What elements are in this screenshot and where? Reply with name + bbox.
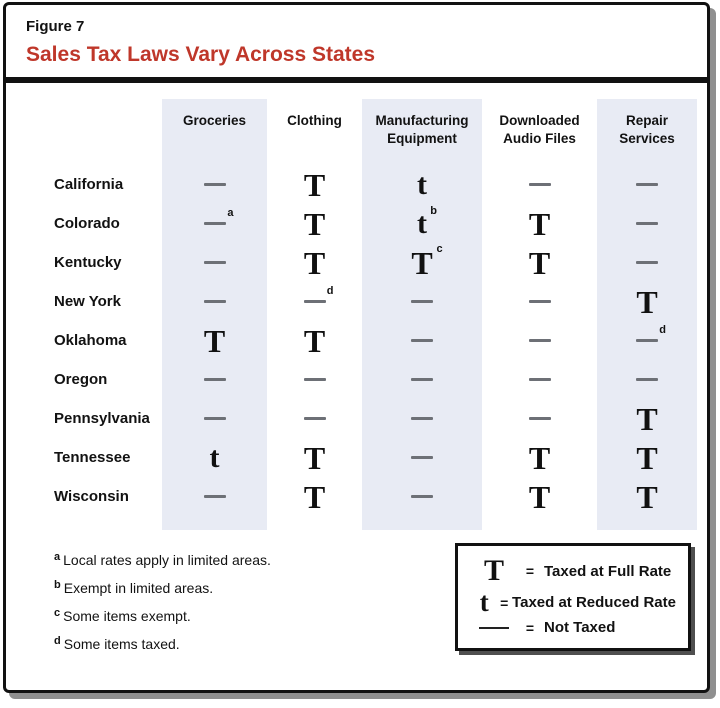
- not-taxed-dash: [636, 261, 658, 264]
- tax-cell: [362, 204, 482, 243]
- not-taxed-dash: [304, 417, 326, 420]
- tax-cell: [362, 360, 482, 399]
- tax-cell: [362, 477, 482, 516]
- taxed-full-rate-symbol: T: [203, 322, 226, 359]
- state-label-oregon: Oregon: [54, 371, 108, 388]
- tax-status-symbol: [304, 417, 326, 420]
- tax-cell: [162, 282, 267, 321]
- footnote-text: Local rates apply in limited areas.: [63, 552, 271, 568]
- figure-body: [6, 83, 707, 684]
- tax-status-symbol: [528, 244, 551, 281]
- tax-status-symbol: [204, 261, 226, 264]
- tax-status-symbol: [209, 440, 220, 474]
- tax-cell: [362, 165, 482, 204]
- tax-status-symbol: [417, 167, 427, 201]
- tax-cell: [482, 282, 597, 321]
- tax-table: [12, 99, 697, 530]
- legend-symbol: [472, 589, 496, 616]
- state-label-california: California: [54, 176, 124, 193]
- footnote-marker-b: b: [430, 204, 437, 217]
- tax-cell: [267, 204, 362, 243]
- tax-cell: [597, 321, 697, 360]
- equals-sign: =: [525, 563, 535, 579]
- footnote-marker-a: a: [227, 207, 234, 219]
- figure-number-label: Figure 7: [26, 18, 85, 35]
- column-header-repair-services: Repair Services: [619, 113, 675, 146]
- tax-status-symbol: [204, 495, 226, 498]
- footnote-text: Some items taxed.: [63, 636, 180, 652]
- taxed-full-rate-symbol: T: [528, 439, 551, 476]
- not-taxed-dash: [529, 300, 551, 303]
- tax-cell: [267, 477, 362, 516]
- tax-cell: [482, 204, 597, 243]
- tax-cell: [162, 204, 267, 243]
- tax-cell: [362, 399, 482, 438]
- not-taxed-dash: [204, 261, 226, 264]
- tax-cell: [267, 360, 362, 399]
- not-taxed-dash: [411, 339, 433, 342]
- legend-box: [455, 543, 691, 651]
- tax-grid: [12, 99, 697, 530]
- not-taxed-dash: [529, 378, 551, 381]
- tax-cell: [482, 438, 597, 477]
- tax-status-symbol: [411, 378, 433, 381]
- footnote-text: Some items exempt.: [63, 608, 191, 624]
- taxed-full-rate-symbol: T: [636, 283, 658, 320]
- tax-cell: [267, 438, 362, 477]
- tax-status-symbol: [529, 378, 551, 381]
- not-taxed-dash: [636, 183, 658, 186]
- equals-sign: =: [525, 619, 535, 636]
- tax-status-symbol: [529, 339, 551, 342]
- table-corner-spacer: [12, 99, 162, 165]
- tax-cell: [482, 243, 597, 282]
- tax-status-symbol: [303, 322, 326, 359]
- not-taxed-dash: [204, 222, 226, 225]
- not-taxed-dash: [529, 339, 551, 342]
- not-taxed-dash: [411, 495, 433, 498]
- not-taxed-dash: [204, 378, 226, 381]
- tax-cell: [482, 165, 597, 204]
- taxed-full-rate-symbol: T: [303, 244, 326, 281]
- taxed-full-rate-symbol: T: [528, 244, 551, 281]
- state-label-kentucky: Kentucky: [54, 254, 122, 271]
- tax-status-symbol: [411, 417, 433, 420]
- tax-cell: [482, 399, 597, 438]
- tax-status-symbol: [636, 378, 658, 381]
- state-label-oklahoma: Oklahoma: [54, 332, 127, 349]
- figure-title: Sales Tax Laws Vary Across States: [26, 43, 376, 66]
- tax-cell: [597, 477, 697, 516]
- not-taxed-dash: [636, 339, 658, 342]
- tax-status-symbol: [411, 495, 433, 498]
- tax-cell: [162, 321, 267, 360]
- footnote-mark-a: a: [54, 551, 61, 563]
- tax-cell: [162, 165, 267, 204]
- not-taxed-dash: [411, 378, 433, 381]
- tax-status-symbol: [529, 183, 551, 186]
- tax-status-symbol: [303, 478, 326, 515]
- tax-cell: [162, 399, 267, 438]
- column-header-downloaded-audio-files: Downloaded Audio Files: [499, 113, 580, 146]
- tax-status-symbol: [636, 283, 658, 320]
- tax-cell: [362, 321, 482, 360]
- tax-status-symbol: [204, 378, 226, 381]
- legend-symbol: [472, 627, 516, 629]
- tax-cell: [482, 321, 597, 360]
- tax-cell: [267, 165, 362, 204]
- tax-cell: [597, 204, 697, 243]
- taxed-reduced-rate-symbol: t: [209, 440, 220, 474]
- taxed-full-rate-symbol: T: [303, 478, 326, 515]
- taxed-reduced-rate-symbol: t: [417, 167, 427, 201]
- footnote-mark-b: b: [54, 579, 61, 591]
- not-taxed-dash: [204, 300, 226, 303]
- tax-cell: [597, 399, 697, 438]
- tax-cell: [267, 321, 362, 360]
- tax-cell: [267, 399, 362, 438]
- tax-status-symbol: [303, 205, 326, 242]
- taxed-full-rate-symbol: T: [528, 478, 551, 515]
- legend-row-t: [472, 589, 676, 616]
- not-taxed-dash: [411, 417, 433, 420]
- taxed-full-rate-symbol: T: [303, 439, 326, 476]
- legend-row-not-taxed: [472, 619, 676, 636]
- tax-cell: [597, 438, 697, 477]
- tax-status-symbol: [528, 478, 551, 515]
- tax-status-symbol: [636, 183, 658, 186]
- tax-status-symbol: [304, 285, 334, 303]
- tax-status-symbol: [411, 300, 433, 303]
- tax-status-symbol: [411, 456, 433, 459]
- tax-status-symbol: [529, 417, 551, 420]
- tax-cell: [162, 360, 267, 399]
- tax-cell: [597, 282, 697, 321]
- tax-status-symbol: [636, 478, 658, 515]
- tax-status-symbol: [417, 204, 437, 240]
- figure-header: [6, 5, 707, 83]
- footnote-b: [54, 579, 271, 596]
- legend-label: Not Taxed: [544, 619, 616, 636]
- taxed-full-rate-symbol: T: [636, 478, 658, 515]
- footnote-text: Exempt in limited areas.: [63, 580, 214, 596]
- footnote-marker-c: c: [436, 242, 443, 255]
- tax-cell: [162, 477, 267, 516]
- state-label-colorado: Colorado: [54, 215, 120, 232]
- tax-cell: [597, 243, 697, 282]
- tax-status-symbol: [528, 439, 551, 476]
- state-label-wisconsin: Wisconsin: [54, 488, 129, 505]
- tax-status-symbol: [204, 300, 226, 303]
- not-taxed-dash: [411, 456, 433, 459]
- tax-cell: [362, 282, 482, 321]
- tax-cell: [162, 438, 267, 477]
- taxed-full-rate-symbol: T: [411, 244, 433, 281]
- taxed-full-rate-symbol: T: [528, 205, 551, 242]
- not-taxed-dash: [204, 495, 226, 498]
- taxed-full-rate-symbol: T: [303, 322, 326, 359]
- state-label-pennsylvania: Pennsylvania: [54, 410, 150, 427]
- tax-status-symbol: [529, 300, 551, 303]
- column-header-manufacturing-equipment: Manufacturing Equipment: [375, 113, 469, 146]
- not-taxed-dash: [204, 183, 226, 186]
- footnote-marker-d: d: [326, 285, 334, 297]
- not-taxed-dash: [529, 183, 551, 186]
- not-taxed-dash: [411, 300, 433, 303]
- tax-status-symbol: [636, 400, 658, 437]
- footnote-marker-d: d: [659, 324, 666, 336]
- tax-status-symbol: [636, 324, 666, 342]
- tax-status-symbol: [204, 417, 226, 420]
- tax-cell: [267, 282, 362, 321]
- taxed-full-rate-symbol: T: [303, 166, 326, 203]
- figure-panel: [3, 2, 710, 693]
- tax-cell: [362, 438, 482, 477]
- taxed-full-rate-symbol: T: [303, 205, 326, 242]
- footnote-c: [54, 607, 271, 624]
- not-taxed-dash: [304, 300, 326, 303]
- footnote-d: [54, 635, 271, 652]
- state-label-tennessee: Tennessee: [54, 449, 131, 466]
- tax-status-symbol: [411, 242, 443, 281]
- tax-status-symbol: [528, 205, 551, 242]
- tax-cell: [267, 243, 362, 282]
- tax-status-symbol: [303, 244, 326, 281]
- tax-cell: [597, 165, 697, 204]
- not-taxed-dash: [479, 627, 509, 629]
- column-header-groceries: Groceries: [182, 113, 247, 128]
- not-taxed-dash: [636, 378, 658, 381]
- tax-cell: [362, 243, 482, 282]
- footnotes: [54, 551, 271, 663]
- tax-status-symbol: [203, 322, 226, 359]
- legend-symbol: [472, 556, 516, 586]
- not-taxed-dash: [529, 417, 551, 420]
- footnote-a: [54, 551, 271, 568]
- not-taxed-dash: [304, 378, 326, 381]
- tax-status-symbol: [303, 439, 326, 476]
- state-label-new-york: New York: [54, 293, 121, 310]
- tax-status-symbol: [636, 439, 658, 476]
- tax-status-symbol: [204, 183, 226, 186]
- footnote-mark-c: c: [54, 607, 61, 619]
- taxed-full-rate-symbol: T: [483, 554, 504, 587]
- tax-cell: [597, 360, 697, 399]
- taxed-reduced-rate-symbol: t: [417, 206, 427, 240]
- footnote-mark-d: d: [54, 635, 61, 647]
- taxed-full-rate-symbol: T: [636, 400, 658, 437]
- column-header-clothing: Clothing: [287, 113, 342, 128]
- taxed-reduced-rate-symbol: t: [479, 587, 489, 617]
- tax-cell: [482, 477, 597, 516]
- legend-label: Taxed at Reduced Rate: [512, 594, 676, 611]
- not-taxed-dash: [636, 222, 658, 225]
- tax-cell: [162, 243, 267, 282]
- tax-status-symbol: [636, 222, 658, 225]
- tax-cell: [482, 360, 597, 399]
- tax-status-symbol: [304, 378, 326, 381]
- equals-sign: =: [500, 594, 509, 611]
- legend-label: Taxed at Full Rate: [544, 562, 672, 580]
- tax-status-symbol: [411, 339, 433, 342]
- tax-status-symbol: [303, 166, 326, 203]
- tax-status-symbol: [204, 207, 234, 225]
- not-taxed-dash: [204, 417, 226, 420]
- taxed-full-rate-symbol: T: [636, 439, 658, 476]
- legend-row-T: [472, 556, 676, 586]
- tax-status-symbol: [636, 261, 658, 264]
